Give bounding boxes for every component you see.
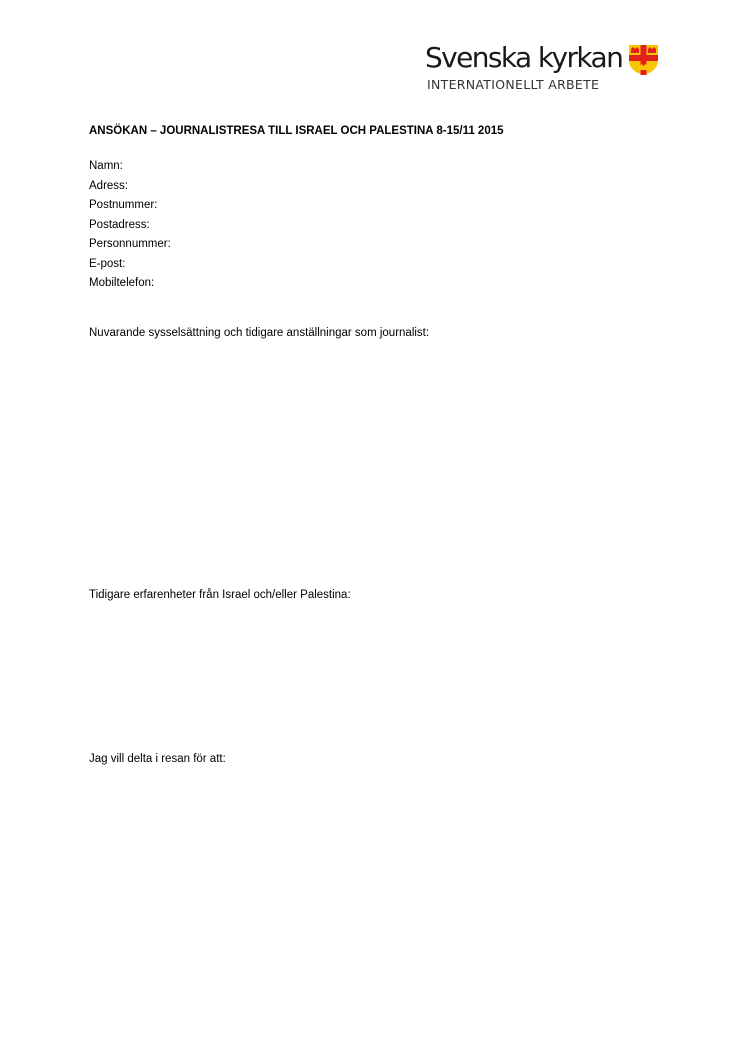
question-experience: Tidigare erfarenheter från Israel och/eller Palestina: [89,589,351,601]
logo-subtitle: INTERNATIONELLT ARBETE [427,77,600,92]
field-label-city: Postadress: [89,218,150,231]
logo-name: Svenska kyrkan [425,41,623,74]
cross-horizontal [629,55,658,61]
field-label-name: Namn: [89,160,123,172]
field-label-mobile: Mobiltelefon: [89,277,155,289]
svenska-kyrkan-logo [425,40,665,96]
question-motivation: Jag vill delta i resan för att: [89,753,226,765]
applicant-fields [89,157,171,294]
question-employment: Nuvarande sysselsättning och tidigare anställningar som journalist: [89,327,430,339]
field-label-email: E-post: [89,257,126,270]
field-label-personal-number: Personnummer: [89,238,171,250]
field-label-address: Adress: [89,179,128,192]
field-label-postal-code: Postnummer: [89,199,158,211]
document-title: ANSÖKAN – JOURNALISTRESA TILL ISRAEL OCH PALESTINA 8-15/11 2015 [89,125,504,137]
church-cross-shield-icon [628,44,659,76]
